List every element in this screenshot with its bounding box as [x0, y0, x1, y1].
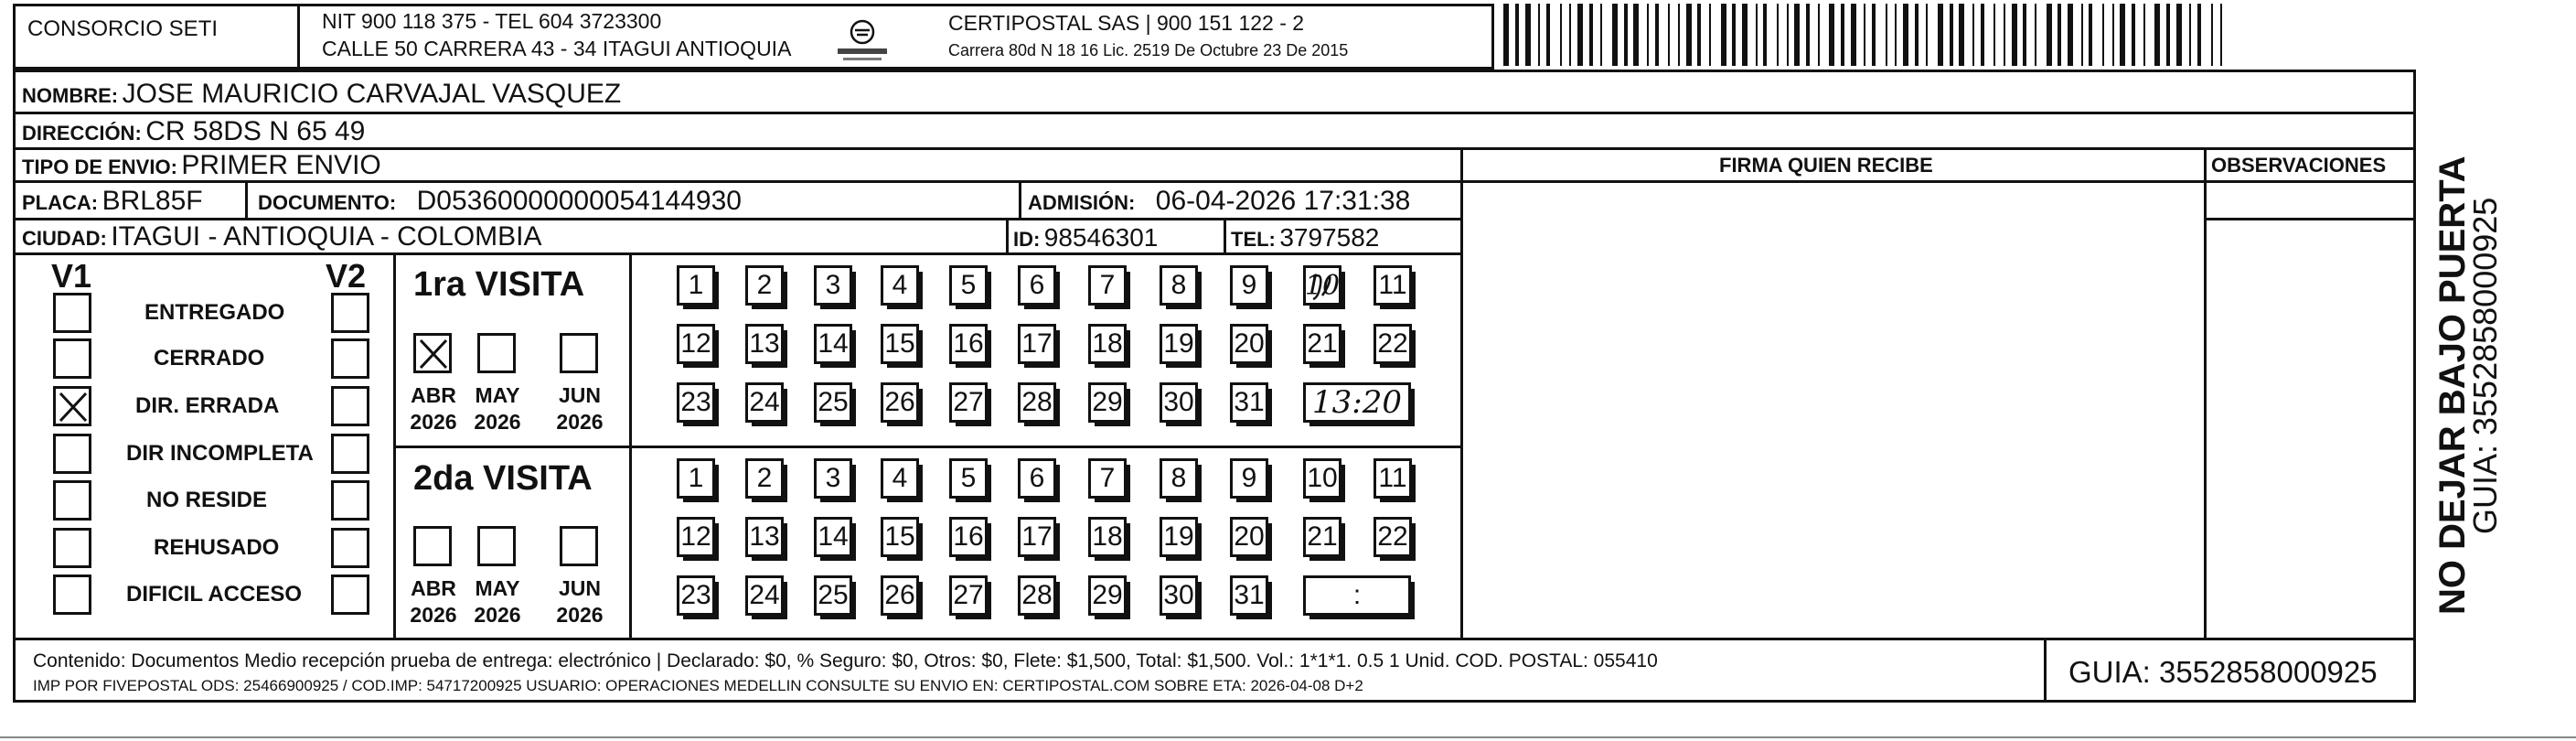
day-box[interactable] — [814, 324, 852, 364]
id-row — [1013, 225, 1158, 251]
day-number: 29 — [1092, 580, 1123, 610]
month-checkbox[interactable] — [560, 333, 598, 373]
nombre-value: JOSE MAURICIO CARVAJAL VASQUEZ — [122, 79, 622, 109]
placa-label: PLACA: — [22, 191, 99, 214]
documento-row — [258, 188, 742, 215]
month-name: MAY — [475, 576, 520, 600]
placa-value: BRL85F — [102, 186, 203, 216]
status-label: DIR INCOMPLETA — [126, 441, 314, 466]
day-number: 30 — [1163, 580, 1194, 610]
month-year: 2026 — [474, 602, 521, 627]
day-box[interactable] — [881, 458, 919, 499]
day-number: 10 — [1307, 463, 1338, 493]
status-v2-checkbox[interactable] — [331, 528, 369, 568]
header-divider — [297, 4, 300, 70]
visit-title: 1ra VISITA — [413, 265, 585, 304]
firma-header: FIRMA QUIEN RECIBE — [1719, 154, 1933, 177]
day-number: 28 — [1021, 387, 1053, 417]
day-number: 18 — [1092, 328, 1123, 359]
company-name: CONSORCIO SETI — [27, 16, 219, 41]
day-box[interactable] — [745, 575, 784, 616]
day-box[interactable] — [1374, 324, 1412, 364]
day-number: 7 — [1099, 270, 1116, 300]
footer-imp: IMP POR FIVEPOSTAL ODS: 25466900925 / COD.IMP: 54717200925 USUARIO: OPERACIONES MEDELLIN CONSULTE SU ENVIO EN: CERTIPOSTAL.COM SOBRE ETA: 2026-04-08 D+2 — [33, 677, 1363, 694]
status-v2-checkbox[interactable] — [331, 386, 369, 426]
day-box[interactable] — [1018, 458, 1056, 499]
status-label: REHUSADO — [154, 535, 280, 560]
day-box[interactable] — [1303, 458, 1341, 499]
day-box[interactable] — [1303, 517, 1341, 557]
day-number: 30 — [1163, 387, 1194, 417]
month-name: JUN — [558, 383, 601, 407]
day-box[interactable] — [677, 517, 715, 557]
day-number: 11 — [1378, 463, 1407, 493]
placa-row — [22, 188, 203, 215]
day-number: 9 — [1241, 270, 1257, 300]
carrier-address: Carrera 80d N 18 16 Lic. 2519 De Octubre 23 De 2015 — [948, 41, 1349, 59]
day-number: 5 — [960, 463, 977, 493]
status-v2-checkbox[interactable] — [331, 293, 369, 333]
address-line: CALLE 50 CARRERA 43 - 34 ITAGUI ANTIOQUIA — [322, 37, 792, 60]
row-line — [13, 218, 1460, 220]
nit-line: NIT 900 118 375 - TEL 604 3723300 — [322, 9, 662, 33]
admision-row — [1028, 188, 1410, 215]
admision-value: 06-04-2026 17:31:38 — [1155, 186, 1411, 216]
day-box[interactable] — [1018, 382, 1056, 423]
month-label — [406, 575, 461, 628]
status-v1-checkbox[interactable] — [53, 338, 91, 379]
day-box[interactable] — [1160, 324, 1198, 364]
time-box[interactable] — [1303, 575, 1411, 616]
status-v1-checkbox[interactable] — [53, 480, 91, 521]
day-box[interactable] — [745, 382, 784, 423]
time-value: : — [1352, 580, 1362, 610]
day-box[interactable] — [881, 265, 919, 306]
day-box[interactable] — [814, 265, 852, 306]
day-number: 31 — [1234, 387, 1265, 417]
status-label: ENTREGADO — [144, 300, 285, 325]
day-number: 6 — [1029, 463, 1045, 493]
day-number: 24 — [749, 387, 780, 417]
day-number: 9 — [1241, 463, 1257, 493]
day-box[interactable] — [881, 324, 919, 364]
day-number: 4 — [892, 463, 908, 493]
day-number: 16 — [953, 521, 984, 552]
day-number: 8 — [1170, 463, 1187, 493]
v2-label: V2 — [326, 257, 367, 295]
day-box[interactable] — [745, 458, 784, 499]
day-number: 21 — [1307, 328, 1338, 359]
handwritten-mark — [1309, 270, 1337, 310]
month-checkbox[interactable] — [413, 526, 452, 566]
day-number: 18 — [1092, 521, 1123, 552]
day-number: 4 — [892, 270, 908, 300]
day-box[interactable] — [1230, 458, 1268, 499]
day-box[interactable] — [1230, 324, 1268, 364]
day-box[interactable] — [1088, 382, 1127, 423]
day-number: 14 — [818, 328, 849, 359]
day-number: 23 — [680, 580, 711, 610]
day-number: 10 — [1304, 269, 1341, 302]
month-checkbox[interactable] — [477, 333, 516, 373]
col-line — [1006, 218, 1009, 252]
day-box[interactable] — [1088, 517, 1127, 557]
time-box[interactable] — [1303, 382, 1411, 423]
direccion-row — [22, 118, 365, 145]
day-number: 28 — [1021, 580, 1053, 610]
day-number: 3 — [825, 463, 841, 493]
day-number: 20 — [1234, 328, 1265, 359]
day-number: 29 — [1092, 387, 1123, 417]
day-number: 3 — [825, 270, 841, 300]
day-box[interactable] — [1303, 265, 1341, 306]
day-box[interactable] — [677, 575, 715, 616]
day-box[interactable] — [949, 265, 988, 306]
month-year: 2026 — [556, 602, 604, 627]
col-line — [1460, 147, 1463, 638]
status-v2-checkbox[interactable] — [331, 434, 369, 474]
tel-row — [1231, 225, 1379, 251]
status-v1-checkbox[interactable] — [53, 528, 91, 568]
day-box[interactable] — [745, 517, 784, 557]
direccion-label: DIRECCIÓN: — [22, 122, 142, 145]
visit-title: 2da VISITA — [413, 459, 593, 498]
day-number: 27 — [953, 580, 984, 610]
side-guia: GUIA: 3552858000925 — [2466, 197, 2504, 534]
col-line — [1019, 180, 1021, 218]
day-box[interactable] — [1160, 575, 1198, 616]
day-box[interactable] — [881, 382, 919, 423]
observaciones-header: OBSERVACIONES — [2211, 154, 2387, 177]
month-checkbox[interactable] — [413, 333, 452, 373]
day-box[interactable] — [949, 517, 988, 557]
barcode — [1500, 4, 2231, 70]
day-box[interactable] — [949, 324, 988, 364]
day-number: 1 — [688, 270, 704, 300]
carrier-line: CERTIPOSTAL SAS | 900 151 122 - 2 — [948, 11, 1305, 35]
month-year: 2026 — [556, 409, 604, 434]
day-box[interactable] — [1018, 517, 1056, 557]
row-line — [13, 252, 1460, 255]
col-line — [2204, 147, 2207, 638]
day-number: 20 — [1234, 521, 1265, 552]
col-line — [2044, 638, 2047, 703]
day-number: 13 — [749, 328, 780, 359]
month-name: ABR — [411, 576, 456, 600]
day-box[interactable] — [1230, 265, 1268, 306]
month-label — [552, 575, 607, 628]
day-box[interactable] — [1160, 265, 1198, 306]
day-number: 13 — [749, 521, 780, 552]
month-year: 2026 — [410, 602, 457, 627]
day-box[interactable] — [1160, 458, 1198, 499]
month-name: ABR — [411, 383, 456, 407]
day-box[interactable] — [881, 517, 919, 557]
documento-label: DOCUMENTO: — [258, 191, 397, 214]
day-box[interactable] — [677, 265, 715, 306]
day-number: 1 — [688, 463, 704, 493]
day-box[interactable] — [1374, 517, 1412, 557]
day-number: 19 — [1163, 328, 1194, 359]
status-v2-checkbox[interactable] — [331, 480, 369, 521]
nombre-label: NOMBRE: — [22, 84, 119, 107]
ciudad-value: ITAGUI - ANTIOQUIA - COLOMBIA — [111, 221, 542, 252]
id-value: 98546301 — [1043, 223, 1159, 252]
month-checkbox[interactable] — [477, 526, 516, 566]
day-box[interactable] — [949, 458, 988, 499]
nombre-row — [22, 81, 621, 108]
day-box[interactable] — [814, 575, 852, 616]
tel-value: 3797582 — [1279, 223, 1380, 252]
day-box[interactable] — [881, 575, 919, 616]
footer-contenido: Contenido: Documentos Medio recepción prueba de entrega: electrónico | Declarado: $0, % Seguro: $0, Otros: $0, Flete: $1,500, Total: $1,500. Vol.: 1*1*1. 0.5 1 Unid. COD. POSTAL: 055410 — [33, 650, 1658, 671]
day-number: 6 — [1029, 270, 1045, 300]
day-number: 21 — [1307, 521, 1338, 552]
day-number: 12 — [680, 328, 711, 359]
day-box[interactable] — [1018, 324, 1056, 364]
tipo-value: PRIMER ENVIO — [181, 150, 381, 180]
v1-label: V1 — [51, 257, 92, 295]
day-box[interactable] — [1160, 382, 1198, 423]
status-label: CERRADO — [154, 346, 265, 370]
day-box[interactable] — [1088, 575, 1127, 616]
day-box[interactable] — [1374, 458, 1412, 499]
day-number: 19 — [1163, 521, 1194, 552]
day-number: 7 — [1099, 463, 1116, 493]
col-line — [245, 180, 248, 218]
day-box[interactable] — [677, 324, 715, 364]
tipo-label: TIPO DE ENVIO: — [22, 156, 177, 178]
day-box[interactable] — [1230, 575, 1268, 616]
month-name: JUN — [558, 576, 601, 600]
status-v1-checkbox[interactable] — [53, 434, 91, 474]
day-number: 16 — [953, 328, 984, 359]
day-box[interactable] — [1088, 265, 1127, 306]
status-v1-checkbox[interactable] — [53, 575, 91, 615]
month-label — [406, 382, 461, 435]
month-label — [470, 575, 525, 628]
row-line — [13, 638, 2416, 640]
month-checkbox[interactable] — [560, 526, 598, 566]
status-v1-checkbox[interactable] — [53, 386, 91, 426]
day-box[interactable] — [745, 265, 784, 306]
day-number: 12 — [680, 521, 711, 552]
row-line — [13, 180, 2416, 183]
day-number: 25 — [818, 387, 849, 417]
day-box[interactable] — [1018, 265, 1056, 306]
day-number: 23 — [680, 387, 711, 417]
month-label — [552, 382, 607, 435]
day-number: 8 — [1170, 270, 1187, 300]
scan-edge-line — [0, 736, 2576, 738]
certipostal-logo — [834, 18, 891, 64]
row-line — [2204, 218, 2416, 220]
day-box[interactable] — [1088, 324, 1127, 364]
day-box[interactable] — [814, 517, 852, 557]
day-number: 27 — [953, 387, 984, 417]
row-line — [13, 112, 2416, 114]
visit-divider — [393, 446, 1460, 448]
status-v1-checkbox[interactable] — [53, 293, 91, 333]
time-value: 13:20 — [1312, 384, 1402, 421]
day-number: 25 — [818, 580, 849, 610]
day-box[interactable] — [677, 382, 715, 423]
day-number: 15 — [884, 328, 915, 359]
day-number: 11 — [1378, 270, 1407, 300]
status-v2-checkbox[interactable] — [331, 338, 369, 379]
status-v2-checkbox[interactable] — [331, 575, 369, 615]
day-box[interactable] — [1303, 324, 1341, 364]
documento-value: D05360000000054144930 — [416, 186, 742, 216]
month-year: 2026 — [474, 409, 521, 434]
day-box[interactable] — [745, 324, 784, 364]
admision-label: ADMISIÓN: — [1028, 191, 1136, 214]
side-warning: NO DEJAR BAJO PUERTA — [2432, 156, 2473, 615]
day-number: 31 — [1234, 580, 1265, 610]
day-box[interactable] — [1374, 265, 1412, 306]
day-number: 24 — [749, 580, 780, 610]
day-box[interactable] — [949, 382, 988, 423]
ciudad-label: CIUDAD: — [22, 227, 107, 250]
day-box[interactable] — [814, 458, 852, 499]
tel-label: TEL: — [1231, 228, 1276, 251]
day-box[interactable] — [1230, 382, 1268, 423]
status-label: DIFICIL ACCESO — [126, 582, 303, 607]
tipo-row — [22, 152, 381, 179]
day-number: 14 — [818, 521, 849, 552]
day-number: 22 — [1377, 328, 1408, 359]
month-label — [470, 382, 525, 435]
day-number: 17 — [1021, 521, 1053, 552]
day-box[interactable] — [1088, 458, 1127, 499]
ciudad-row — [22, 223, 542, 251]
month-name: MAY — [475, 383, 520, 407]
day-number: 5 — [960, 270, 977, 300]
day-box[interactable] — [949, 575, 988, 616]
day-box[interactable] — [1160, 517, 1198, 557]
month-year: 2026 — [410, 409, 457, 434]
day-number: 26 — [884, 580, 915, 610]
day-box[interactable] — [814, 382, 852, 423]
day-number: 2 — [756, 270, 773, 300]
status-label: NO RESIDE — [146, 488, 268, 512]
day-box[interactable] — [1230, 517, 1268, 557]
status-label: DIR. ERRADA — [135, 393, 280, 418]
day-number: 17 — [1021, 328, 1053, 359]
footer-guia: GUIA: 3552858000925 — [2068, 655, 2378, 689]
day-box[interactable] — [677, 458, 715, 499]
day-box[interactable] — [1018, 575, 1056, 616]
id-label: ID: — [1013, 228, 1041, 251]
day-number: 2 — [756, 463, 773, 493]
day-number: 15 — [884, 521, 915, 552]
col-line — [1224, 218, 1226, 252]
direccion-value: CR 58DS N 65 49 — [145, 116, 366, 146]
day-number: 22 — [1377, 521, 1408, 552]
day-number: 26 — [884, 387, 915, 417]
